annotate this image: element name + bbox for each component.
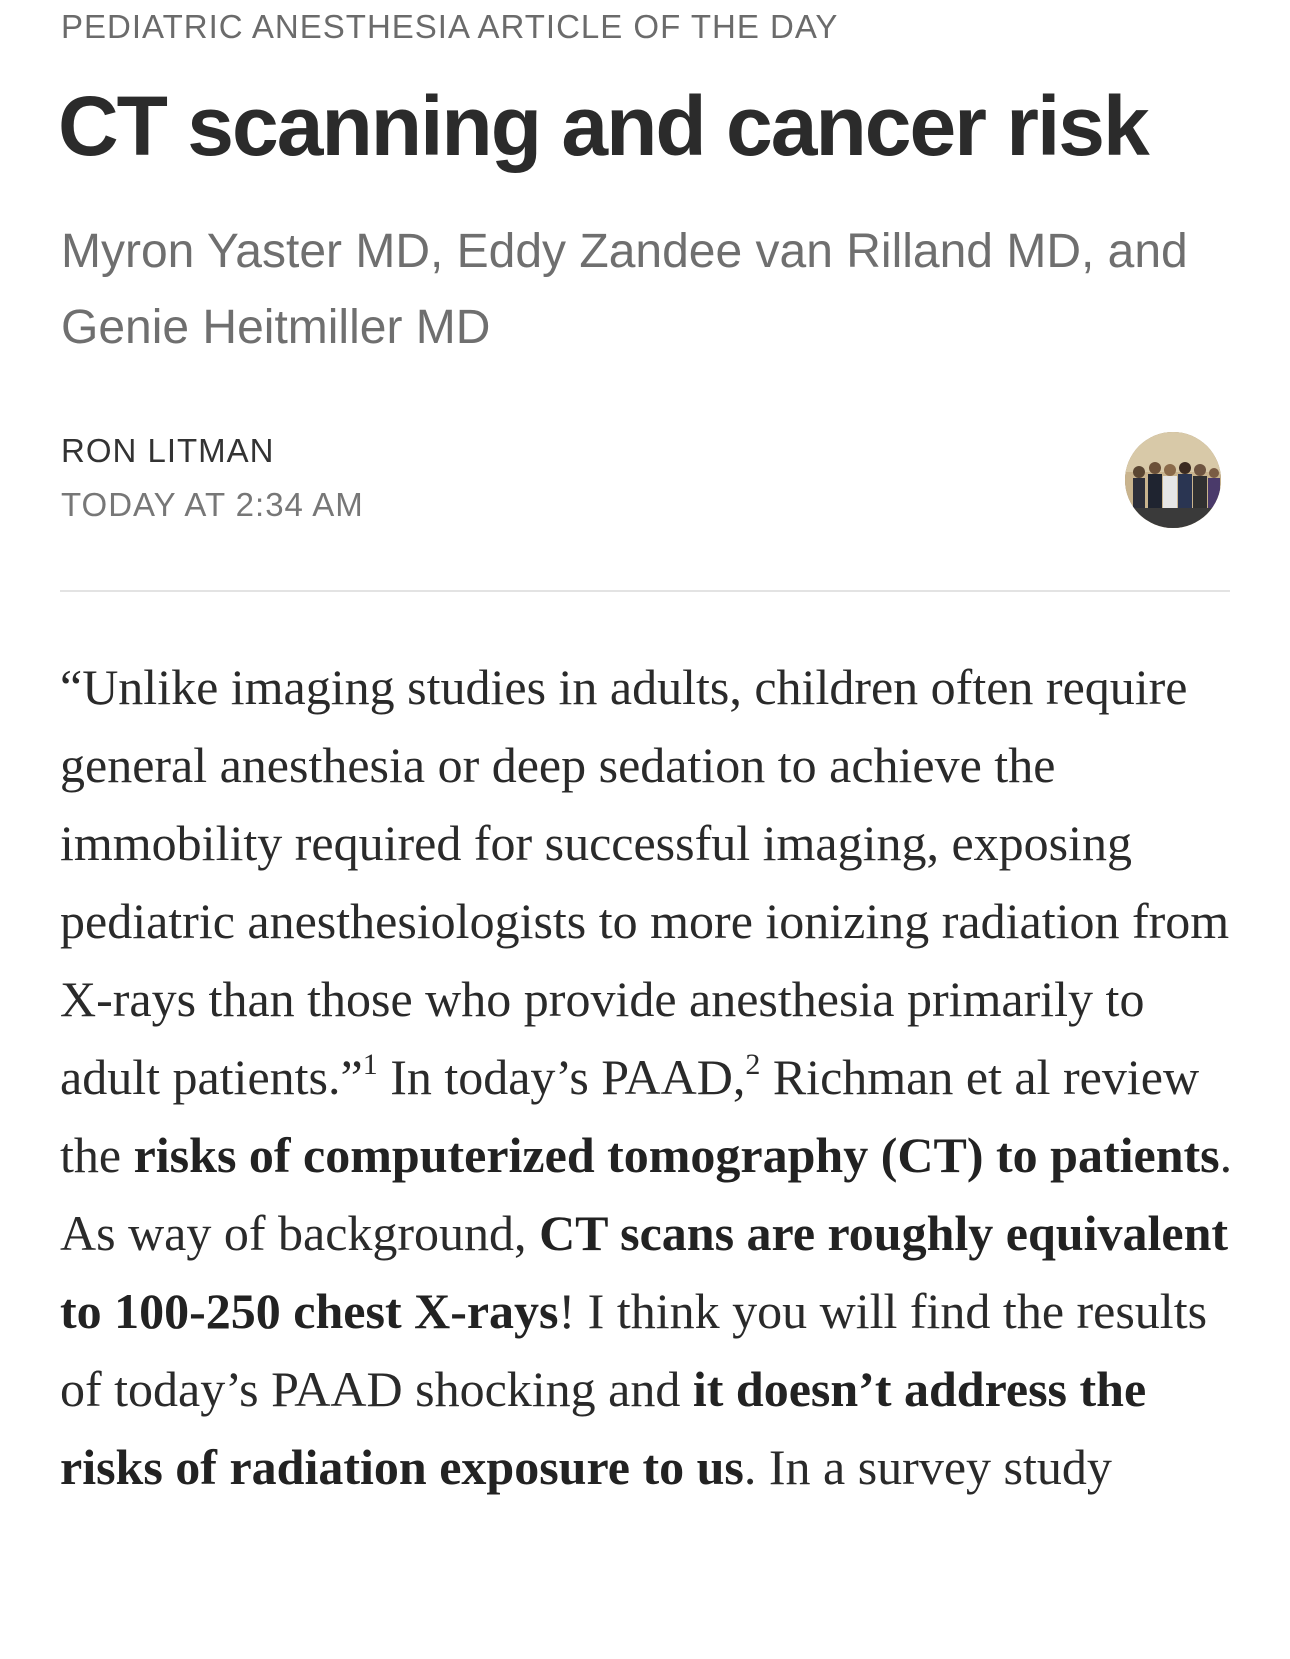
body-segment: Richman et al review the	[60, 1049, 1200, 1183]
section-kicker: PEDIATRIC ANESTHESIA ARTICLE OF THE DAY	[61, 8, 839, 45]
group-photo-image	[1125, 432, 1221, 528]
body-segment: . As way of background,	[60, 1127, 1233, 1261]
body-segment: In today’s PAAD,	[377, 1049, 746, 1105]
publish-date: TODAY AT 2:34 AM	[61, 486, 364, 523]
author-name[interactable]: RON LITMAN	[61, 432, 275, 469]
body-segment: . In a survey study	[743, 1439, 1112, 1495]
author-avatar[interactable]	[1125, 432, 1221, 528]
body-segment: ! I think you will find the results of today’s PAAD shocking and	[60, 1283, 1208, 1417]
article-title: CT scanning and cancer risk	[58, 79, 1148, 173]
body-segment: “Unlike imaging studies in adults, children often require general anesthesia or deep sedation to achieve the immobility required for successful imaging, exposing pediatric anesthesiologists to more ionizing radiation from X-rays than those who provide anesthesia primarily to adult patients.”	[60, 659, 1230, 1105]
body-emphasis: risks of computerized tomography (CT) to patients	[133, 1127, 1220, 1183]
article-body	[60, 648, 1240, 1506]
header-divider	[60, 590, 1230, 592]
article-subtitle: Myron Yaster MD, Eddy Zandee van Rilland MD, and Genie Heitmiller MD	[61, 225, 1188, 354]
body-emphasis: it doesn’t address the risks of radiation exposure to us	[60, 1361, 1147, 1495]
body-emphasis: CT scans are roughly equivalent to 100-250 chest X-rays	[60, 1205, 1229, 1339]
footnote-ref[interactable]: 1	[362, 1048, 378, 1081]
footnote-ref[interactable]: 2	[745, 1048, 761, 1081]
